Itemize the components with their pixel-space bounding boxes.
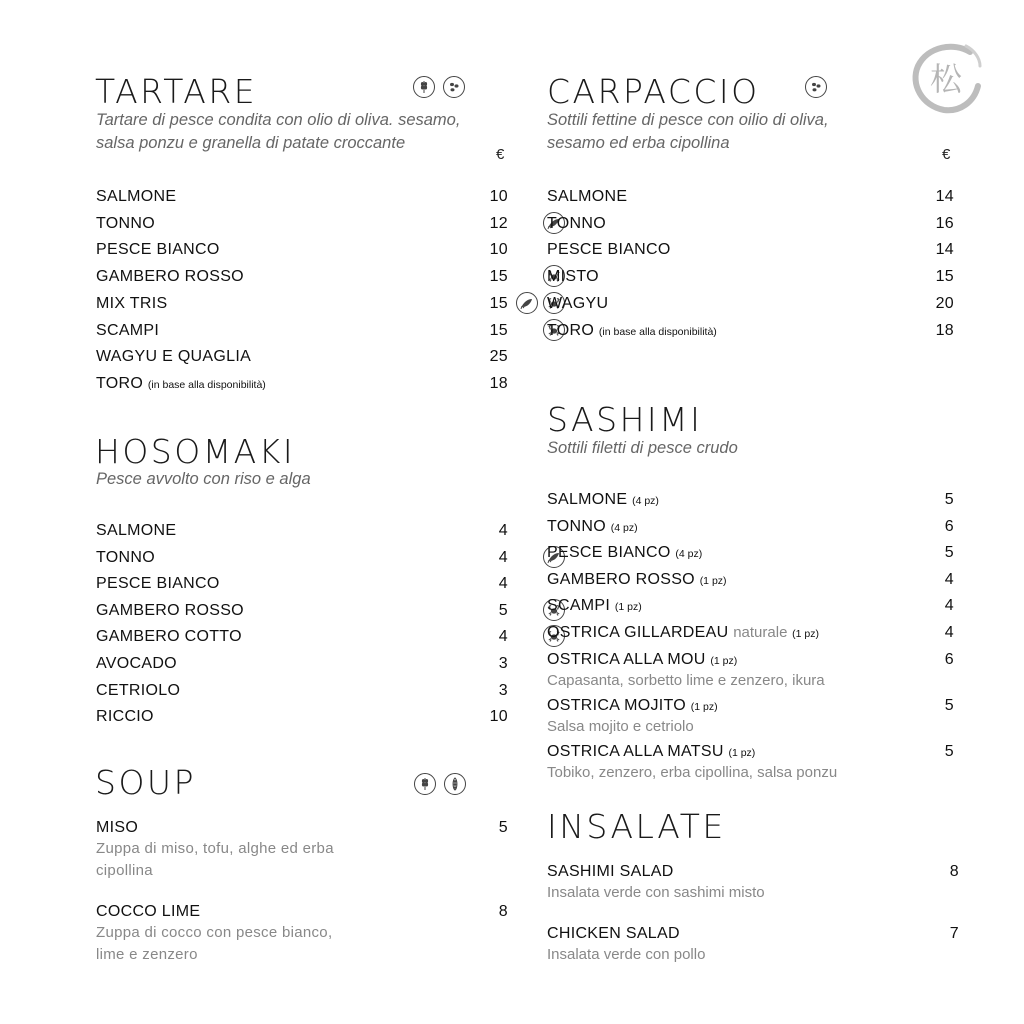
item-name xyxy=(96,186,176,208)
item-price: 10 xyxy=(489,241,508,259)
item-name xyxy=(96,346,251,368)
item-name-text: PESCE BIANCO xyxy=(547,241,671,259)
item-name xyxy=(96,547,155,569)
item-name xyxy=(96,293,167,315)
item-price: 5 xyxy=(944,491,954,508)
item-price: 4 xyxy=(944,624,954,641)
item-name xyxy=(96,266,244,288)
sashimi-item xyxy=(547,741,954,781)
item-note: (1 pz) xyxy=(710,654,738,667)
item-price: 8 xyxy=(498,903,508,920)
item-name-text: TORO xyxy=(547,321,595,339)
gluten-icon xyxy=(413,76,435,98)
item-name xyxy=(96,817,138,839)
item-name-text: MIX TRIS xyxy=(96,294,168,312)
item-name xyxy=(547,213,606,235)
item-price: 15 xyxy=(489,321,508,339)
item-description: Salsa mojito e cetriolo xyxy=(547,717,694,735)
hosomaki-item xyxy=(96,706,508,730)
soup-item xyxy=(96,901,508,963)
item-name-text: COCCO LIME xyxy=(96,903,201,920)
item-name-text: WAGYU E QUAGLIA xyxy=(96,348,252,366)
item-name xyxy=(547,186,627,208)
sashimi-item xyxy=(547,622,954,646)
item-description: Insalata verde con sashimi misto xyxy=(547,884,765,901)
sashimi-item xyxy=(547,569,954,593)
tartare-description-line-2: salsa ponzu e granella di patate croccante xyxy=(96,134,406,152)
item-price: 8 xyxy=(949,863,959,880)
item-name-text: MISO xyxy=(96,819,139,836)
item-name-text: OSTRICA ALLA MOU xyxy=(547,650,706,668)
tartare-item xyxy=(96,293,508,317)
item-name-text: TONNO xyxy=(96,214,155,232)
item-name xyxy=(547,622,819,645)
tartare-item xyxy=(96,266,508,290)
insalate-item xyxy=(547,923,959,963)
item-name xyxy=(547,741,755,764)
tartare-item xyxy=(96,346,508,370)
hosomaki-item xyxy=(96,600,508,624)
hosomaki-title: HOSOMAKI xyxy=(95,432,296,471)
item-note: (1 pz) xyxy=(614,601,642,614)
gluten-icon xyxy=(414,773,436,795)
item-name xyxy=(547,595,642,618)
carpaccio-description-line-2: sesamo ed erba cipollina xyxy=(547,134,730,152)
soup-title: SOUP xyxy=(95,763,196,802)
item-price: 5 xyxy=(944,742,954,760)
item-price: 7 xyxy=(949,925,959,942)
item-name xyxy=(96,626,242,648)
item-note: (1 pz) xyxy=(728,746,756,759)
item-price: 10 xyxy=(489,708,508,726)
carpaccio-item xyxy=(547,186,954,210)
item-price: 5 xyxy=(498,601,508,619)
item-price: 10 xyxy=(489,188,508,205)
item-name-text: TONNO xyxy=(547,517,606,535)
item-name xyxy=(547,516,638,539)
item-price: 18 xyxy=(489,374,508,392)
item-price: 15 xyxy=(489,268,508,286)
item-price: 6 xyxy=(944,517,954,535)
item-price: 4 xyxy=(498,548,508,566)
tartare-description-line-1: Tartare di pesce condita con olio di oliva. sesamo, xyxy=(96,111,461,129)
item-note: (1 pz) xyxy=(792,628,820,640)
item-name-text: SALMONE xyxy=(96,188,177,205)
item-name-text: PESCE BIANCO xyxy=(547,544,671,562)
item-name xyxy=(96,706,154,728)
tartare-item xyxy=(96,239,508,263)
item-name-text: TORO xyxy=(96,374,144,392)
item-name xyxy=(96,373,266,396)
item-name-text: GAMBERO COTTO xyxy=(96,628,242,646)
sashimi-description: Sottili filetti di pesce crudo xyxy=(547,439,738,457)
carpaccio-currency: € xyxy=(942,146,951,163)
item-description: Insalata verde con pollo xyxy=(547,946,706,963)
item-price: 5 xyxy=(944,544,954,562)
item-price: 15 xyxy=(935,268,954,286)
item-name-text: OSTRICA GILLARDEAU xyxy=(547,624,729,641)
item-name xyxy=(547,923,680,945)
item-name-text: WAGYU xyxy=(547,294,609,312)
sashimi-item xyxy=(547,649,954,689)
item-name xyxy=(96,573,220,595)
item-price: 14 xyxy=(935,188,954,205)
item-price: 3 xyxy=(498,681,508,699)
item-name-text: CHICKEN SALAD xyxy=(547,925,680,942)
item-name xyxy=(547,542,702,565)
fish-icon xyxy=(516,292,538,314)
tartare-item xyxy=(96,320,508,344)
item-price: 14 xyxy=(935,241,954,259)
item-price: 4 xyxy=(944,570,954,588)
item-price: 5 xyxy=(498,819,508,836)
item-name-text: AVOCADO xyxy=(96,655,177,672)
item-note: (4 pz) xyxy=(675,548,703,561)
carpaccio-item xyxy=(547,213,954,237)
item-name xyxy=(547,861,674,883)
item-name xyxy=(547,649,737,672)
item-name-text: CETRIOLO xyxy=(96,681,181,699)
item-note: (in base alla disponibilità) xyxy=(147,378,266,391)
hosomaki-item xyxy=(96,573,508,597)
item-description-line-1: Zuppa di cocco con pesce bianco, xyxy=(96,924,333,941)
item-name xyxy=(96,680,180,702)
item-price: 4 xyxy=(944,597,954,615)
tartare-title: TARTARE xyxy=(95,72,258,111)
item-name xyxy=(547,695,718,718)
sesame-icon xyxy=(805,76,827,98)
item-name-text: TONNO xyxy=(547,214,606,232)
item-description xyxy=(96,922,396,966)
tartare-item xyxy=(96,213,508,237)
item-name-text: OSTRICA MOJITO xyxy=(547,696,687,714)
hosomaki-item xyxy=(96,680,508,704)
tartare-currency: € xyxy=(496,146,505,163)
item-name xyxy=(96,901,200,923)
carpaccio-item xyxy=(547,293,954,317)
item-price: 15 xyxy=(489,294,508,312)
item-price: 6 xyxy=(944,650,954,668)
logo-glyph: 松 xyxy=(929,60,963,98)
item-description xyxy=(96,838,396,882)
insalate-title: INSALATE xyxy=(547,807,726,846)
item-name-text: TONNO xyxy=(96,548,155,566)
item-name xyxy=(96,239,220,261)
hosomaki-item xyxy=(96,547,508,571)
item-description-line-2: cipollina xyxy=(96,862,153,879)
item-name-text: PESCE BIANCO xyxy=(96,575,220,593)
item-price: 4 xyxy=(498,575,508,593)
item-name-text: OSTRICA ALLA MATSU xyxy=(547,742,724,760)
carpaccio-title: CARPACCIO xyxy=(547,72,760,111)
item-name-text: GAMBERO ROSSO xyxy=(96,601,244,619)
restaurant-logo xyxy=(908,40,984,116)
item-price: 18 xyxy=(935,321,954,339)
item-description-line-2: lime e zenzero xyxy=(96,946,198,963)
item-name-text: PESCE BIANCO xyxy=(96,241,220,259)
item-name-text: MISTO xyxy=(547,268,599,286)
item-note: (1 pz) xyxy=(699,574,727,587)
item-name xyxy=(96,600,244,622)
item-name xyxy=(547,569,727,592)
hosomaki-item xyxy=(96,520,508,544)
sashimi-title: SASHIMI xyxy=(547,400,703,439)
item-description: Tobiko, zenzero, erba cipollina, salsa ponzu xyxy=(547,763,838,781)
item-name xyxy=(96,320,159,342)
item-name-text: SCAMPI xyxy=(96,321,160,339)
tartare-item xyxy=(96,186,508,210)
item-name xyxy=(96,653,177,675)
sashimi-item xyxy=(547,595,954,619)
carpaccio-item xyxy=(547,320,954,344)
sashimi-item xyxy=(547,516,954,540)
tartare-item xyxy=(96,373,508,397)
item-price: 5 xyxy=(944,696,954,714)
sashimi-item xyxy=(547,542,954,566)
item-price: 25 xyxy=(489,348,508,366)
item-price: 12 xyxy=(489,214,508,232)
item-name xyxy=(96,213,155,235)
item-extra: naturale xyxy=(733,624,788,641)
item-name xyxy=(547,293,608,315)
sashimi-item xyxy=(547,695,954,735)
soy-icon xyxy=(444,773,466,795)
item-price: 16 xyxy=(935,214,954,232)
item-note: (4 pz) xyxy=(610,521,638,534)
hosomaki-item xyxy=(96,653,508,677)
item-name-text: SALMONE xyxy=(96,522,177,539)
item-description-line-1: Zuppa di miso, tofu, alghe ed erba xyxy=(96,840,334,857)
carpaccio-item xyxy=(547,239,954,263)
item-name-text: SASHIMI SALAD xyxy=(547,863,674,880)
carpaccio-description-line-1: Sottili fettine di pesce con oilio di oliva, xyxy=(547,111,829,129)
hosomaki-description: Pesce avvolto con riso e alga xyxy=(96,470,311,488)
item-name xyxy=(547,489,659,512)
item-name-text: RICCIO xyxy=(96,708,154,726)
item-price: 4 xyxy=(498,522,508,539)
sashimi-item xyxy=(547,489,954,513)
item-description: Capasanta, sorbetto lime e zenzero, ikura xyxy=(547,671,825,689)
carpaccio-item xyxy=(547,266,954,290)
item-name-text: SCAMPI xyxy=(547,597,611,615)
item-name-text: SALMONE xyxy=(547,188,628,205)
hosomaki-item xyxy=(96,626,508,650)
insalate-item xyxy=(547,861,959,901)
item-name xyxy=(547,266,599,288)
item-name-text: SALMONE xyxy=(547,491,628,508)
item-note: (1 pz) xyxy=(690,700,718,713)
item-name xyxy=(96,520,176,542)
item-price: 3 xyxy=(498,655,508,672)
sesame-icon xyxy=(443,76,465,98)
item-name-text: GAMBERO ROSSO xyxy=(96,268,244,286)
item-note: (4 pz) xyxy=(632,495,659,507)
item-name-text: GAMBERO ROSSO xyxy=(547,570,695,588)
item-price: 20 xyxy=(935,294,954,312)
item-name xyxy=(547,320,717,343)
item-note: (in base alla disponibilità) xyxy=(598,325,717,338)
soup-item xyxy=(96,817,508,879)
item-price: 4 xyxy=(498,628,508,646)
item-name xyxy=(547,239,671,261)
